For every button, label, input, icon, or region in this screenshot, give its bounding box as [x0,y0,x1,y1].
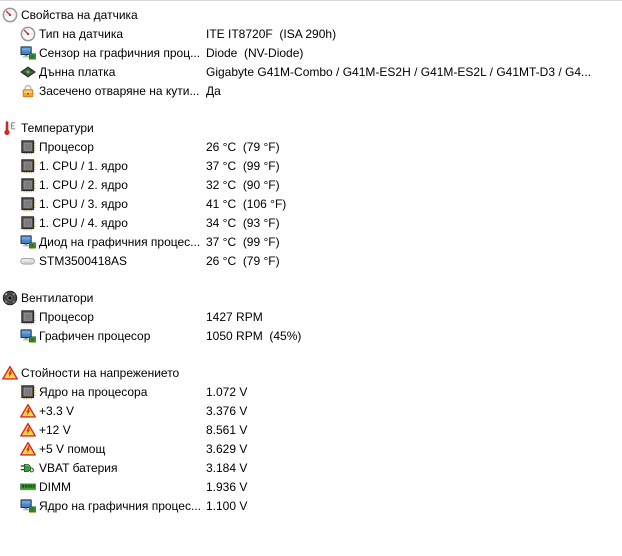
sensor-row[interactable] [0,458,622,477]
sensor-label: Процесор [39,309,94,324]
cpu-icon [20,196,36,212]
sensor-value: 8.561 V [206,422,248,437]
sensor-row[interactable] [0,232,622,251]
voltage-warning-icon [20,403,36,419]
sensor-value: 1.100 V [206,498,248,513]
section-header[interactable] [0,288,622,307]
sensor-value: 3.629 V [206,441,248,456]
sensor-label: Ядро на процесора [39,384,148,399]
section-header[interactable] [0,363,622,382]
sensor-values-panel [0,1,622,515]
sensor-value: 3.376 V [206,403,248,418]
sensor-label: Тип на датчика [39,26,124,41]
sensor-label: Дънна платка [39,64,116,79]
sensor-label: VBAT батерия [39,460,118,475]
sensor-value: 3.184 V [206,460,248,475]
sensor-label: 1. CPU / 4. ядро [39,215,128,230]
sensor-value: 26 °C (79 °F) [206,253,280,268]
cpu-icon [20,215,36,231]
sensor-row[interactable] [0,439,622,458]
sensor-label: DIMM [39,479,71,494]
sensor-value: 32 °C (90 °F) [206,177,280,192]
sensor-row[interactable] [0,156,622,175]
section-title: Стойности на напрежението [21,365,180,380]
sensor-row[interactable] [0,401,622,420]
sensor-row[interactable] [0,477,622,496]
sensor-value: 37 °C (99 °F) [206,234,280,249]
sensor-value: 37 °C (99 °F) [206,158,280,173]
section-header[interactable] [0,118,622,137]
sensor-section [0,118,622,270]
cpu-icon [20,177,36,193]
sensor-value: 1.072 V [206,384,248,399]
sensor-row[interactable] [0,43,622,62]
fan-icon [2,290,18,306]
sensor-label: Процесор [39,139,94,154]
plug-icon [20,460,36,476]
sensor-row[interactable] [0,175,622,194]
sensor-label: 1. CPU / 3. ядро [39,196,128,211]
gauge-icon [2,7,18,23]
motherboard-icon [20,64,36,80]
sensor-row[interactable] [0,62,622,81]
sensor-label: Ядро на графичния процес... [39,498,201,513]
gpu-icon [20,498,36,514]
section-title: Вентилатори [21,290,94,305]
padlock-icon [20,83,36,99]
gpu-icon [20,328,36,344]
sensor-label: STM3500418AS [39,253,128,268]
gpu-icon [20,234,36,250]
section-title: Свойства на датчика [21,7,138,22]
sensor-value: 1427 RPM [206,309,263,324]
sensor-row[interactable] [0,326,622,345]
cpu-icon [20,384,36,400]
sensor-row[interactable] [0,251,622,270]
sensor-value: 1.936 V [206,479,248,494]
sensor-value: Gigabyte G41M-Combo / G41M-ES2H / G41M-ES2L / G41MT-D3 / G4... [206,64,592,79]
gauge-icon [20,26,36,42]
sensor-section [0,5,622,100]
sensor-row[interactable] [0,137,622,156]
sensor-label: Графичен процесор [39,328,151,343]
sensor-label: Засечено отваряне на кути... [39,83,200,98]
section-header[interactable] [0,5,622,24]
sensor-label: Диод на графичния процес... [39,234,201,249]
sensor-value: 26 °C (79 °F) [206,139,280,154]
sensor-row[interactable] [0,420,622,439]
voltage-warning-icon [2,365,18,381]
thermometer-icon [2,120,18,136]
sensor-label: 1. CPU / 2. ядро [39,177,128,192]
sensor-section [0,288,622,345]
sensor-label: +3.3 V [39,403,75,418]
sensor-row[interactable] [0,382,622,401]
sensor-label: Сензор на графичния проц... [39,45,201,60]
sensor-label: +5 V помощ [39,441,106,456]
sensor-value: 1050 RPM (45%) [206,328,302,343]
voltage-warning-icon [20,441,36,457]
gpu-icon [20,45,36,61]
sensor-label: 1. CPU / 1. ядро [39,158,128,173]
sensor-row[interactable] [0,81,622,100]
hdd-icon [20,253,36,269]
sensor-row[interactable] [0,307,622,326]
section-title: Температури [21,120,94,135]
sensor-row[interactable] [0,213,622,232]
sensor-value: Diode (NV-Diode) [206,45,304,60]
cpu-icon [20,309,36,325]
sensor-value: Да [206,83,221,98]
voltage-warning-icon [20,422,36,438]
sensor-row[interactable] [0,496,622,515]
cpu-icon [20,139,36,155]
sensor-row[interactable] [0,24,622,43]
sensor-label: +12 V [39,422,71,437]
sensor-row[interactable] [0,194,622,213]
sensor-value: ITE IT8720F (ISA 290h) [206,26,337,41]
sensor-section [0,363,622,515]
cpu-icon [20,158,36,174]
dimm-icon [20,479,36,495]
sensor-value: 41 °C (106 °F) [206,196,287,211]
sensor-value: 34 °C (93 °F) [206,215,280,230]
